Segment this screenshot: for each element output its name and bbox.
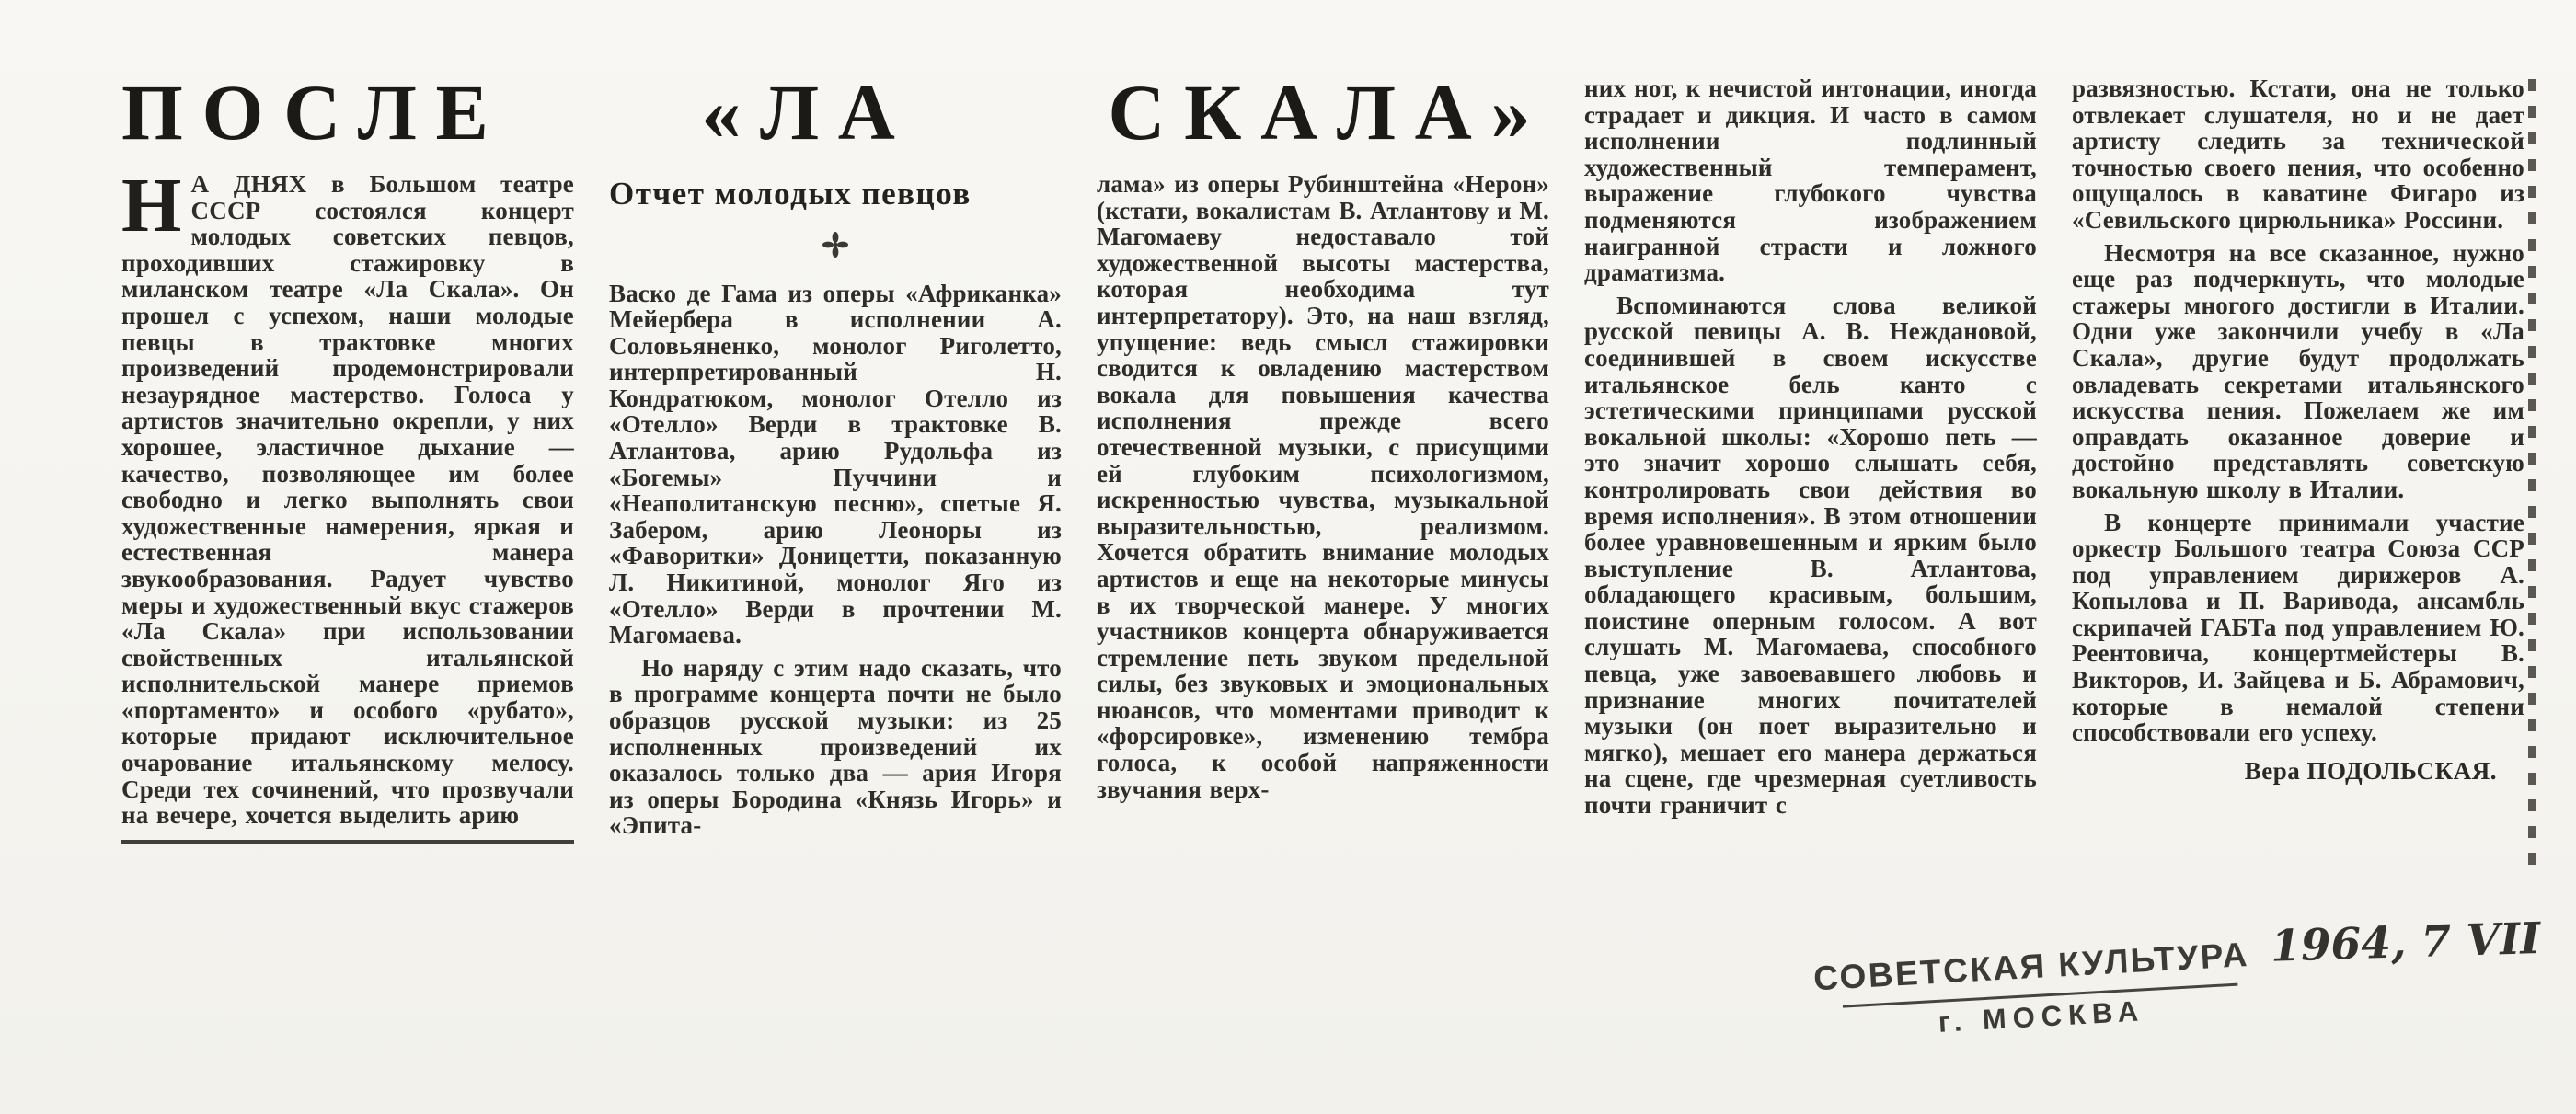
column-3 (1097, 171, 1549, 845)
subheading: Отчет молодых певцов (609, 176, 972, 212)
byline: Вера ПОДОЛЬСКАЯ. (2244, 756, 2497, 785)
column-2 (609, 171, 1062, 845)
paragraph: Вспоминаются слова великой русской певицы А. В. Неждановой, соединившей в своем искусстве итальянское бель канто с эстетическими принципами русской вокальной школы: «Хорошо петь — это значит хорошо слышать себя, контролировать свои действия во время исполнения». В этом отношении более уравновешенным и ярким было выступление В. Атлантова, обладающего красивым, большим, поистине оперным голосом. А вот слушать М. Магомаева, способного певца, уже завоевавшего любовь и признание многих почитателей музыки (он поет выразительно и мягко), мешает его манера держаться на сцене, где чрезмерная суетливость почти граничит с (1584, 291, 2037, 820)
headline: ПОСЛЕ «ЛА СКАЛА» (121, 68, 1549, 156)
clipping-bottom-rule (121, 840, 574, 844)
stamp-name: СОВЕТСКАЯ КУЛЬТУРА (1812, 935, 2250, 998)
column-4 (1584, 75, 2037, 845)
stamp-row (1812, 913, 2542, 1002)
stamp-handwritten-date: 1964, 7 VII (2270, 913, 2542, 972)
paragraph: В концерте принимали участие оркестр Большого театра Союза ССР под управлением дирижеров А. Копылова и П. Варивода, ансамбль скрипачей ГАБТа под управлением Ю. Реентовича, концертмейстеры В. Викторов, И. Зайцева и Б. Абрамович, которые в немалой степени способствовали его успеху. (2072, 508, 2524, 747)
paragraph: Но наряду с этим надо сказать, что в программе концерта почти не было образцов русской музыки: из 25 исполненных произведений их оказалось только два — ария Игоря из оперы Бородина «Князь Игорь» и «Эпита- (609, 653, 1062, 840)
flower-ornament-icon (609, 231, 1062, 258)
paragraph: НА ДНЯХ в Большом театре СССР состоялся концерт молодых советских певцов, проходивших стажировку в миланском театре «Ла Скала». Он прошел с успехом, наши молодые певцы в трактовке многих произведений продемонстрировали незаурядное мастерство. Голоса у артистов значительно окрепли, у них хорошее, эластичное дыхание — качество, позволяющее им более свободно и легко выполнять свои художественные намерения, яркая и естественная манера звукообразования. Радует чувство меры и художественный вкус стажеров «Ла Скала» при использовании свойственных итальянской исполнительской манере приемов «портаменто» и особого «рубато», которые придают исключительное очарование итальянскому мелосу. Среди тех сочинений, что прозвучали на вечере, хочется выделить арию (121, 163, 574, 830)
torn-edge-perforation (2528, 79, 2536, 866)
paragraph: лама» из оперы Рубинштейна «Нерон» (кстати, вокалистам В. Атлантову и М. Магомаеву недоставало той художественной высоты мастерства, которая необходима тут интерпретатору). Это, на наш взгляд, упущение: ведь смысл стажировки сводится к овладению мастерством вокала для повышения качества исполнения прежде всего отечественной музыки, с присущими ей глубоким психологизмом, искренностью чувства, музыкальной выразительностью, реализмом. Хочется обратить внимание молодых артистов и еще на некоторые минусы в их творческой манере. У многих участников концерта обнаруживается стремление петь звуком предельной силы, без звуковых и эмоциональных нюансов, что моментами приводит к «форсировке», изменению тембра голоса, к особой напряженности звучания верх- (1097, 170, 1549, 803)
article-grid (121, 68, 2524, 845)
newspaper-stamp (1812, 913, 2542, 1046)
paragraph: них нот, к нечистой интонации, иногда страдает и дикция. И часто в самом исполнении подлинный художественный темперамент, выражение глубокого чувства подменяются изображением наигранной страсти и ложного драматизма. (1584, 75, 2037, 287)
paragraph: Васко де Гама из оперы «Африканка» Мейербера в исполнении А. Соловьяненко, монолог Риголетто, интерпретированный Н. Кондратюком, монолог Отелло из «Отелло» Верди в трактовке В. Атлантова, арию Рудольфа из «Богемы» Пуччини и «Неаполитанскую песню», спетые Я. Забером, арию Леоноры из «Фаворитки» Доницетти, показанную Л. Никитиной, монолог Яго из «Отелло» Верди в прочтении М. Магомаева. (609, 279, 1062, 649)
paragraph: развязностью. Кстати, она не только отвлекает слушателя, но и не дает артисту следить за технической точностью своего пения, что особенно ощущалось в каватине Фигаро из «Севильского цирюльника» Россини. (2072, 75, 2524, 234)
paragraph: Несмотря на все сказанное, нужно еще раз подчеркнуть, что молодые стажеры многого достигли в Италии. Одни уже закончили учебу в «Ла Скала», другие будут продолжать овладевать секретами итальянского искусства пения. Пожелаем же им оправдать оказанное доверие и достойно представлять советскую вокальную школу в Италии. (2072, 238, 2524, 503)
column-1 (121, 163, 574, 845)
stamp-city: г. МОСКВА (1843, 983, 2240, 1045)
column-5 (2072, 75, 2524, 845)
